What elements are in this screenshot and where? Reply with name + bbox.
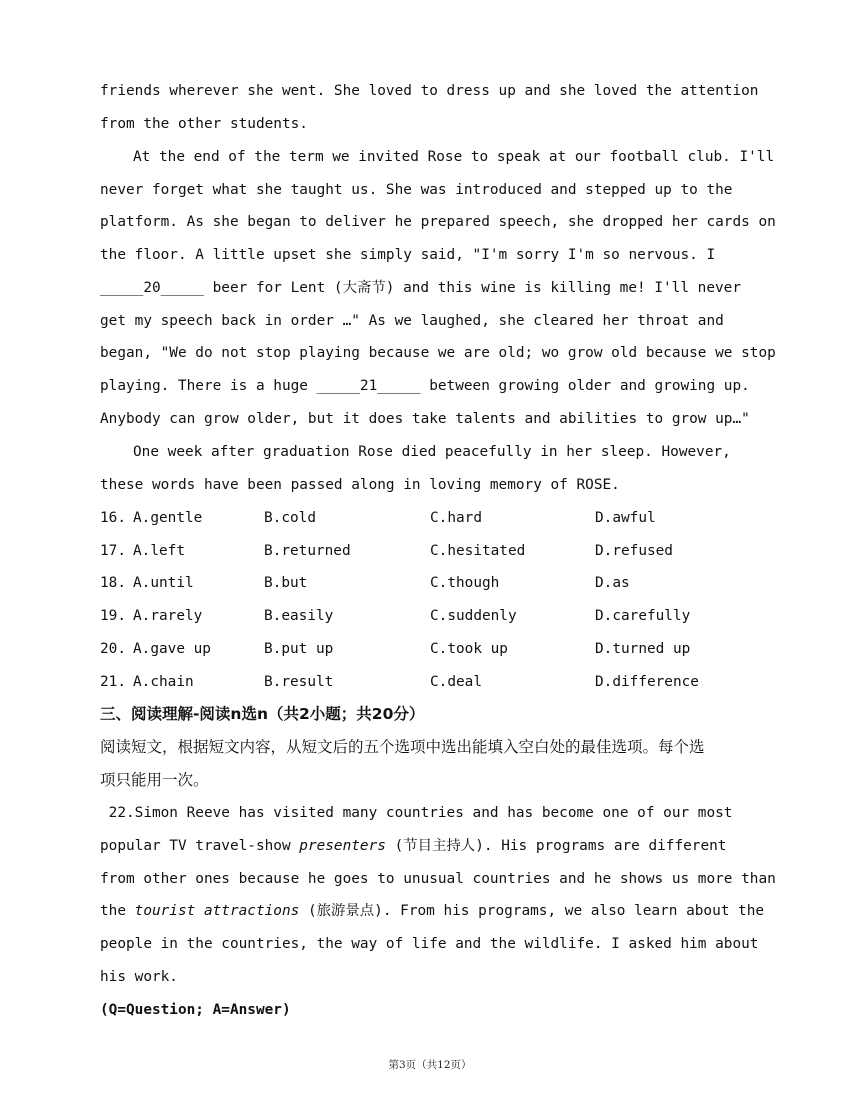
option-b: B.easily bbox=[264, 608, 334, 624]
passage-line: At the end of the term we invited Rose to speak at our football club. I'll bbox=[133, 149, 775, 165]
option-c: C.suddenly bbox=[430, 608, 517, 624]
passage2-line bbox=[100, 901, 764, 921]
option-c: C.hesitated bbox=[430, 543, 526, 559]
italic-term: presenters bbox=[299, 838, 386, 854]
option-c: C.though bbox=[430, 575, 500, 591]
option-b: B.returned bbox=[264, 543, 351, 559]
passage-line: the floor. A little upset she simply said, "I'm sorry I'm so nervous. I bbox=[100, 247, 716, 263]
option-d: D.as bbox=[595, 575, 630, 591]
option-d: D.difference bbox=[595, 674, 699, 690]
passage-line: Anybody can grow older, but it does take talents and abilities to grow up…" bbox=[100, 411, 750, 427]
option-a: A.until bbox=[133, 575, 194, 591]
qa-legend: (Q=Question; A=Answer) bbox=[100, 1002, 291, 1018]
passage2-text: popular TV travel-show bbox=[100, 838, 300, 854]
option-b: B.result bbox=[264, 674, 334, 690]
passage-line: playing. There is a huge _____21_____ between growing older and growing up. bbox=[100, 378, 750, 394]
option-c: C.deal bbox=[430, 674, 482, 690]
passage2-line: from other ones because he goes to unusual countries and he shows us more than bbox=[100, 871, 776, 887]
passage2-text: the bbox=[100, 903, 135, 919]
passage-line: _____20_____ beer for Lent (大斋节) and this wine is killing me! I'll never bbox=[100, 280, 741, 296]
question-number: 21. bbox=[100, 674, 126, 690]
italic-term: tourist attractions bbox=[134, 903, 300, 919]
question-number: 18. bbox=[100, 575, 126, 591]
option-d: D.refused bbox=[595, 543, 673, 559]
passage-line: began, "We do not stop playing because we are old; wo grow old because we stop bbox=[100, 345, 776, 361]
passage-line: get my speech back in order …" As we laughed, she cleared her throat and bbox=[100, 313, 724, 329]
instructions-line: 阅读短文，根据短文内容，从短文后的五个选项中选出能填入空白处的最佳选项。每个选 bbox=[100, 738, 705, 756]
option-a: A.gave up bbox=[133, 641, 211, 657]
passage-line: never forget what she taught us. She was introduced and stepped up to the bbox=[100, 182, 733, 198]
instructions-line: 项只能用一次。 bbox=[100, 771, 209, 789]
passage2-text: (节目主持人). His programs are different bbox=[385, 838, 727, 854]
passage-line: platform. As she began to deliver he prepared speech, she dropped her cards on bbox=[100, 214, 776, 230]
passage-line: these words have been passed along in loving memory of ROSE. bbox=[100, 477, 620, 493]
passage2-text: (旅游景点). From his programs, we also learn about the bbox=[299, 903, 765, 919]
passage2-line: people in the countries, the way of life and the wildlife. I asked him about bbox=[100, 936, 759, 952]
option-a: A.rarely bbox=[133, 608, 203, 624]
option-d: D.awful bbox=[595, 510, 656, 526]
option-b: B.but bbox=[264, 575, 308, 591]
option-c: C.took up bbox=[430, 641, 508, 657]
question-number: 17. bbox=[100, 543, 126, 559]
passage-line: One week after graduation Rose died peacefully in her sleep. However, bbox=[133, 444, 731, 460]
option-a: A.gentle bbox=[133, 510, 203, 526]
passage-line: friends wherever she went. She loved to dress up and she loved the attention bbox=[100, 83, 759, 99]
option-a: A.left bbox=[133, 543, 185, 559]
section-heading: 三、阅读理解-阅读n选n（共2小题；共20分） bbox=[100, 705, 425, 723]
question-number: 16. bbox=[100, 510, 126, 526]
option-d: D.turned up bbox=[595, 641, 691, 657]
passage-line: from the other students. bbox=[100, 116, 308, 132]
passage2-line: 22.Simon Reeve has visited many countries and has become one of our most bbox=[100, 805, 733, 821]
page-footer: 第3页（共12页） bbox=[388, 1059, 472, 1071]
option-b: B.cold bbox=[264, 510, 316, 526]
passage2-line bbox=[100, 836, 726, 856]
passage2-line: his work. bbox=[100, 969, 178, 985]
question-number: 19. bbox=[100, 608, 126, 624]
option-d: D.carefully bbox=[595, 608, 691, 624]
option-a: A.chain bbox=[133, 674, 194, 690]
option-b: B.put up bbox=[264, 641, 334, 657]
question-number: 20. bbox=[100, 641, 126, 657]
option-c: C.hard bbox=[430, 510, 482, 526]
